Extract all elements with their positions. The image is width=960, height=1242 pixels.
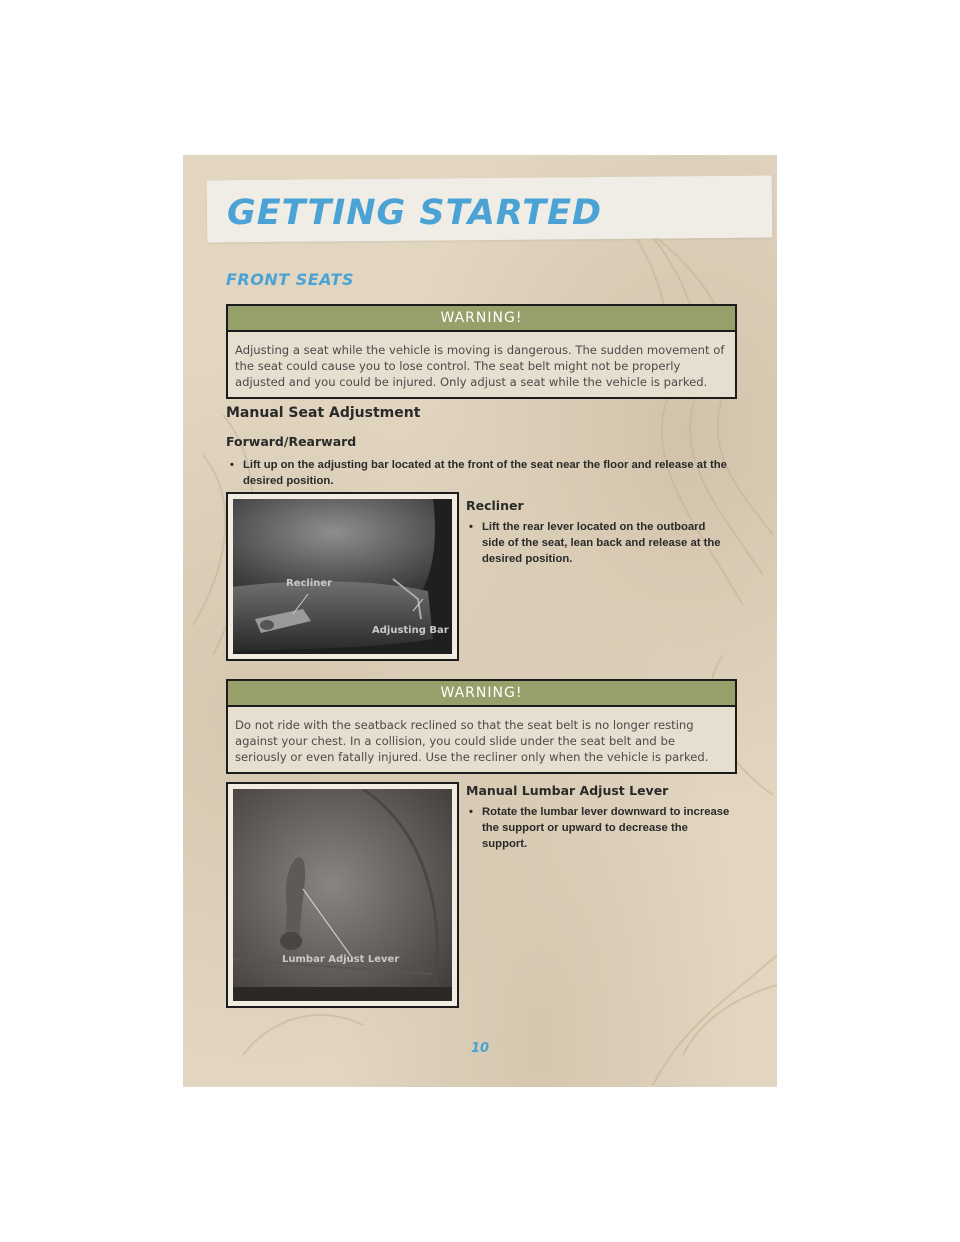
seat-photo: [226, 492, 459, 661]
lumbar-bullet: • Rotate the lumbar lever downward to increase the support or upward to decrease the support.: [469, 806, 730, 850]
warning-box-1: [226, 304, 737, 399]
lumbar-heading: Manual Lumbar Adjust Lever: [466, 783, 669, 798]
warning-box-2: [226, 679, 737, 774]
page-number: 10: [470, 1041, 490, 1056]
warning-text: Adjusting a seat while the vehicle is moving is dangerous. The sudden movement of the seat could cause you to lose control. The seat belt might not be properly adjusted and you could be injured. Only adjust a seat while the vehicle is parked.: [235, 343, 725, 389]
lumbar-photo: [226, 782, 459, 1008]
forward-rearward-heading: Forward/Rearward: [226, 434, 357, 449]
warning-heading: WARNING!: [228, 306, 735, 332]
lumbar-lever-label: Lumbar Adjust Lever: [282, 954, 400, 965]
adjusting-bar-label: Adjusting Bar: [372, 625, 449, 636]
recliner-bullet: • Lift the rear lever located on the outboard side of the seat, lean back and release at the desired position.: [469, 521, 721, 565]
recliner-heading: Recliner: [466, 498, 524, 513]
manual-seat-heading: Manual Seat Adjustment: [226, 405, 421, 421]
page-header-title: GETTING STARTED: [227, 193, 603, 233]
recliner-label: Recliner: [286, 578, 333, 589]
warning-heading: WARNING!: [228, 681, 735, 707]
manual-page: [183, 155, 777, 1087]
forward-rearward-bullet: • Lift up on the adjusting bar located at the front of the seat near the floor and release at the desired position.: [230, 459, 727, 487]
section-title: FRONT SEATS: [226, 270, 354, 289]
warning-text: Do not ride with the seatback reclined so that the seat belt is no longer resting against your chest. In a collision, you could slide under the seat belt and be seriously or even fatally injured. Use the recliner only when the vehicle is parked.: [235, 718, 709, 764]
